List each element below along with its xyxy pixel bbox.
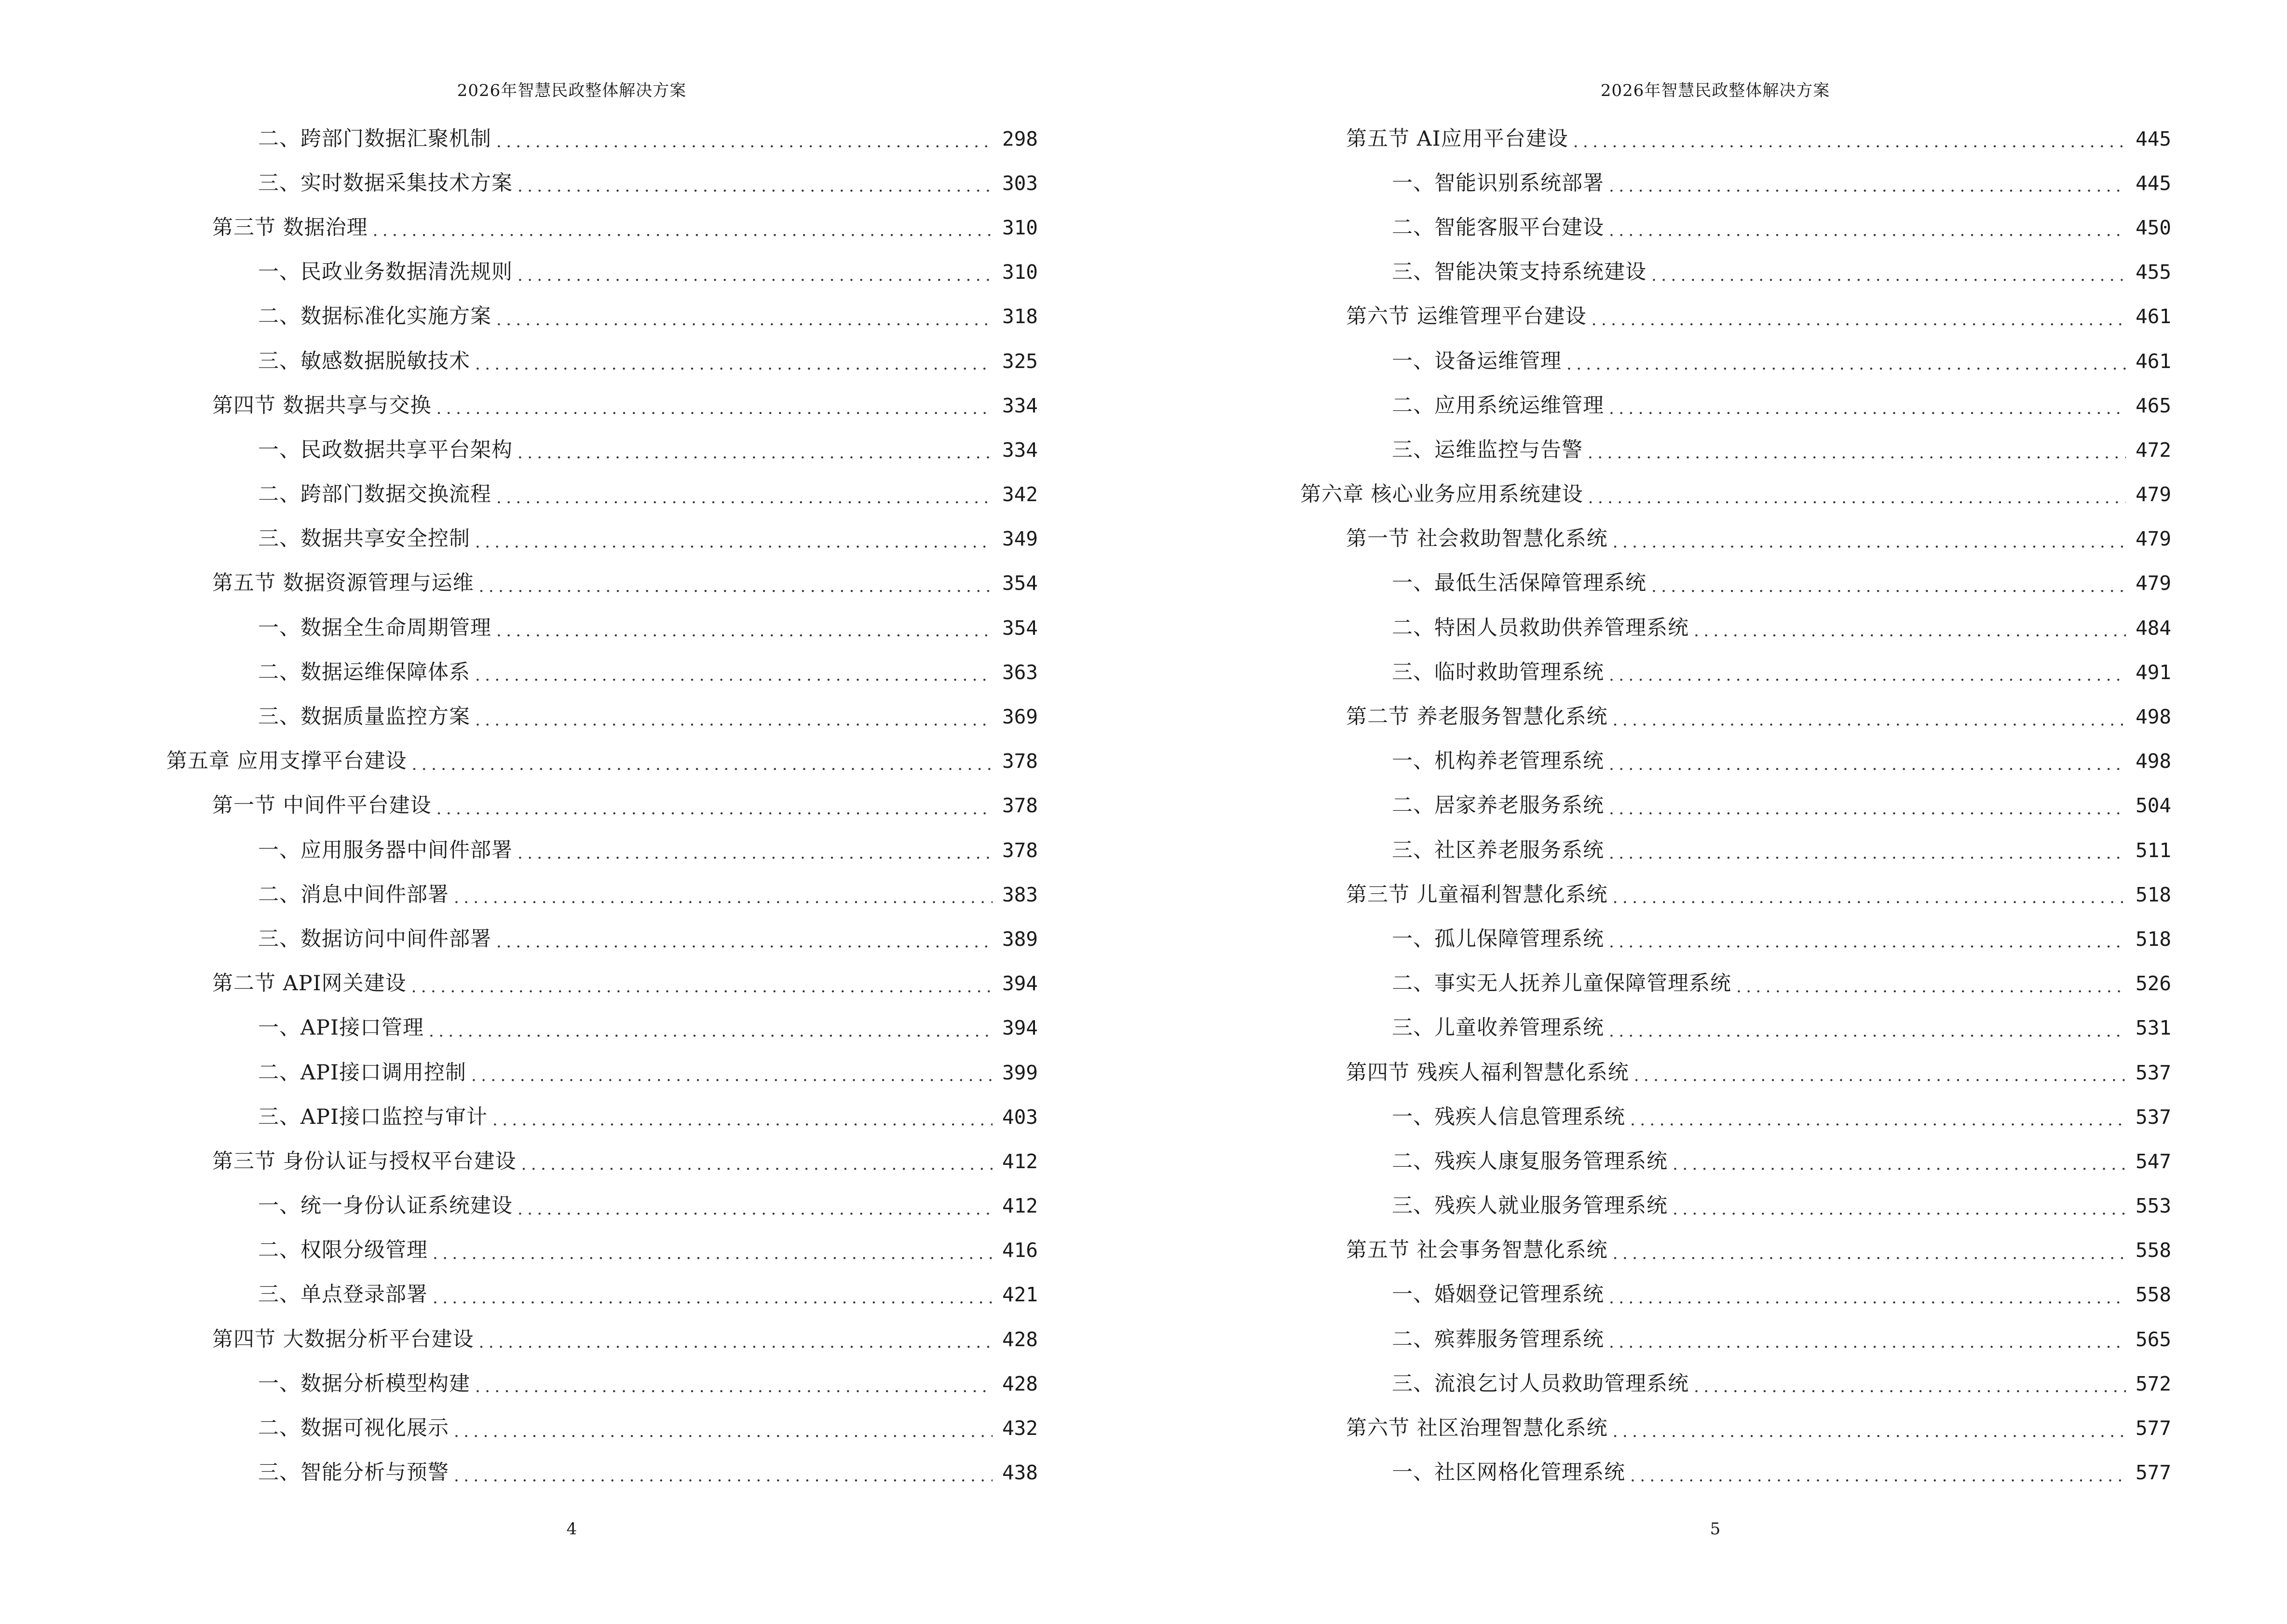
dot-leader (1613, 1423, 2126, 1440)
toc-entry[interactable] (1144, 1273, 2171, 1317)
toc-entry-page: 334 (1002, 438, 1038, 462)
toc-entry-title: 一、孤儿保障管理系统 (1392, 927, 1604, 951)
dot-leader (1613, 889, 2126, 906)
toc-entry-page: 421 (1002, 1283, 1038, 1307)
toc-entry[interactable] (1144, 383, 2171, 428)
dot-leader (433, 1290, 993, 1306)
dot-leader (1588, 445, 2126, 461)
toc-entry-title: 一、婚姻登记管理系统 (1392, 1283, 1604, 1307)
toc-entry-page: 416 (1002, 1239, 1038, 1262)
toc-entry-page: 465 (2135, 394, 2171, 417)
dot-leader (479, 578, 993, 595)
dot-leader (1694, 1378, 2126, 1395)
toc-entry-page: 498 (2135, 750, 2171, 773)
toc-entry[interactable] (0, 1051, 1038, 1095)
toc-entry[interactable] (1144, 473, 2171, 517)
dot-leader (517, 178, 993, 194)
toc-entry-page: 572 (2135, 1372, 2171, 1395)
toc-entry-page: 318 (1002, 305, 1038, 328)
dot-leader (1609, 1334, 2126, 1351)
dot-leader (1609, 801, 2126, 817)
toc-entry-title: 第三节 儿童福利智慧化系统 (1346, 882, 1608, 907)
toc-entry-page: 461 (2135, 305, 2171, 328)
toc-entry-page: 438 (1002, 1461, 1038, 1485)
toc-entry-title: 二、智能客服平台建设 (1392, 215, 1604, 240)
toc-entry-title: 第六节 运维管理平台建设 (1346, 304, 1587, 329)
toc-entry-page: 325 (1002, 349, 1038, 373)
toc-entry-title: 一、统一身份认证系统建设 (258, 1194, 513, 1218)
toc-entry-title: 第二节 养老服务智慧化系统 (1346, 705, 1608, 729)
running-header: 2026年智慧民政整体解决方案 (1600, 81, 1830, 100)
dot-leader (521, 1156, 993, 1173)
dot-leader (1592, 312, 2126, 328)
toc-entry-page: 349 (1002, 527, 1038, 551)
toc-entry-title: 第一节 社会救助智慧化系统 (1346, 527, 1608, 551)
toc-entry[interactable] (1144, 1451, 2171, 1495)
dot-leader (517, 845, 993, 861)
toc-entry[interactable] (0, 1184, 1038, 1228)
toc-entry[interactable] (1144, 784, 2171, 828)
toc-entry-title: 第五节 社会事务智慧化系统 (1346, 1238, 1608, 1263)
dot-leader (1573, 134, 2126, 150)
dot-leader (479, 1334, 993, 1351)
toc-entry-title: 三、数据共享安全控制 (258, 527, 470, 551)
toc-entry-title: 一、残疾人信息管理系统 (1392, 1105, 1625, 1129)
toc-entry-title: 一、应用服务器中间件部署 (258, 838, 513, 862)
toc-entry[interactable] (0, 650, 1038, 695)
toc-entry-page: 354 (1002, 616, 1038, 640)
toc-entry-title: 一、API接口管理 (258, 1016, 424, 1040)
toc-entry-page: 412 (1002, 1149, 1038, 1173)
dot-leader (411, 979, 993, 995)
toc-entry-title: 三、智能决策支持系统建设 (1392, 260, 1647, 285)
dot-leader (1630, 1468, 2126, 1484)
toc-entry[interactable] (0, 1139, 1038, 1184)
toc-entry-page: 303 (1002, 171, 1038, 195)
toc-entry[interactable] (0, 517, 1038, 561)
toc-entry-title: 一、民政业务数据清洗规则 (258, 260, 513, 285)
dot-leader (475, 356, 993, 372)
toc-entry-page: 479 (2135, 483, 2171, 506)
toc-entry-page: 378 (1002, 838, 1038, 862)
toc-entry-page: 553 (2135, 1194, 2171, 1218)
page-number: 4 (566, 1519, 577, 1539)
dot-leader (1651, 267, 2126, 284)
dot-leader (1609, 222, 2126, 239)
toc-entry-title: 第五节 AI应用平台建设 (1346, 126, 1568, 151)
toc-entry-title: 第三节 身份认证与授权平台建设 (212, 1149, 517, 1174)
toc-entry[interactable] (1144, 739, 2171, 784)
toc-entry[interactable] (0, 117, 1038, 161)
toc-entry[interactable] (1144, 1362, 2171, 1406)
dot-leader (1609, 934, 2126, 950)
toc-entry-page: 479 (2135, 527, 2171, 551)
toc-entry-page: 432 (1002, 1417, 1038, 1440)
toc-entry[interactable] (0, 1228, 1038, 1273)
toc-entry-title: 一、数据分析模型构建 (258, 1371, 470, 1396)
toc-entry[interactable] (1144, 428, 2171, 472)
toc-entry-title: 第一节 中间件平台建设 (212, 793, 432, 818)
toc-entry[interactable] (0, 205, 1038, 250)
toc-entry[interactable] (1144, 917, 2171, 961)
toc-entry-title: 第五章 应用支撑平台建设 (166, 749, 407, 774)
toc-entry-title: 二、跨部门数据交换流程 (258, 482, 491, 507)
toc-entry[interactable] (1144, 161, 2171, 205)
toc-entry[interactable] (0, 383, 1038, 428)
dot-leader (436, 801, 993, 817)
toc-entry-page: 310 (1002, 216, 1038, 239)
toc-entry-title: 三、流浪乞讨人员救助管理系统 (1392, 1371, 1689, 1396)
dot-leader (1613, 1245, 2126, 1262)
toc-entry[interactable] (0, 873, 1038, 917)
toc-entry[interactable] (1144, 205, 2171, 250)
toc-entry[interactable] (0, 917, 1038, 961)
right-page (1144, 0, 2287, 1624)
toc-entry[interactable] (0, 473, 1038, 517)
toc-entry-title: 第六章 核心业务应用系统建设 (1300, 482, 1583, 507)
toc-entry-title: 一、最低生活保障管理系统 (1392, 571, 1647, 596)
toc-entry-title: 二、API接口调用控制 (258, 1060, 466, 1085)
toc-entry[interactable] (0, 1451, 1038, 1495)
toc-entry-title: 一、数据全生命周期管理 (258, 615, 491, 640)
toc-entry-title: 第六节 社区治理智慧化系统 (1346, 1416, 1608, 1441)
dot-leader (1673, 1156, 2126, 1173)
toc-entry[interactable] (0, 161, 1038, 205)
toc-entry-title: 二、跨部门数据汇聚机制 (258, 126, 491, 151)
toc-entry-page: 537 (2135, 1061, 2171, 1084)
dot-leader (475, 667, 993, 683)
dot-leader (1609, 1023, 2126, 1039)
dot-leader (1566, 356, 2126, 372)
dot-leader (436, 400, 993, 417)
toc-entry-page: 378 (1002, 750, 1038, 773)
dot-leader (1609, 400, 2126, 417)
toc-entry-title: 三、智能分析与预警 (258, 1460, 449, 1485)
dot-leader (412, 756, 993, 773)
toc-entry[interactable] (0, 1273, 1038, 1317)
toc-entry-title: 第三节 数据治理 (212, 215, 368, 240)
dot-leader (475, 534, 993, 550)
toc-entry-page: 484 (2135, 616, 2171, 640)
toc-entry-title: 一、机构养老管理系统 (1392, 749, 1604, 774)
dot-leader (475, 712, 993, 728)
toc-entry-page: 394 (1002, 1016, 1038, 1040)
toc-entry-page: 445 (2135, 127, 2171, 150)
toc-entry[interactable] (1144, 962, 2171, 1006)
toc-entry-title: 二、应用系统运维管理 (1392, 393, 1604, 418)
toc-entry[interactable] (1144, 561, 2171, 606)
toc-entry-title: 第五节 数据资源管理与运维 (212, 571, 474, 596)
toc-entry-page: 354 (1002, 572, 1038, 595)
toc-entry-title: 三、实时数据采集技术方案 (258, 171, 513, 195)
toc-entry-title: 二、数据标准化实施方案 (258, 304, 491, 329)
toc-entry-page: 518 (2135, 927, 2171, 951)
toc-entry-page: 498 (2135, 705, 2171, 729)
dot-leader (433, 1245, 993, 1262)
dot-leader (496, 134, 993, 150)
dot-leader (429, 1023, 993, 1039)
toc-entry-title: 二、居家养老服务系统 (1392, 793, 1604, 818)
dot-leader (1609, 667, 2126, 683)
dot-leader (517, 445, 993, 461)
toc-entry-title: 一、设备运维管理 (1392, 349, 1562, 373)
dot-leader (492, 1112, 993, 1128)
toc-entry-title: 二、殡葬服务管理系统 (1392, 1327, 1604, 1351)
toc-entry-title: 三、临时救助管理系统 (1392, 660, 1604, 684)
toc-entry-title: 二、残疾人康复服务管理系统 (1392, 1149, 1668, 1174)
toc-entry[interactable] (1144, 1006, 2171, 1051)
running-header: 2026年智慧民政整体解决方案 (457, 81, 687, 100)
toc-entry-title: 三、数据质量监控方案 (258, 705, 470, 729)
dot-leader (454, 1423, 993, 1440)
toc-entry-title: 二、事实无人抚养儿童保障管理系统 (1392, 971, 1731, 996)
toc-entry-title: 三、敏感数据脱敏技术 (258, 349, 470, 373)
toc-entry-title: 三、API接口监控与审计 (258, 1105, 488, 1129)
toc-entry[interactable] (0, 739, 1038, 784)
toc-entry[interactable] (0, 784, 1038, 828)
dot-leader (496, 490, 993, 506)
toc-entry[interactable] (0, 250, 1038, 295)
toc-entry-page: 547 (2135, 1149, 2171, 1173)
toc-entry-page: 491 (2135, 660, 2171, 684)
dot-leader (475, 1378, 993, 1395)
toc-entry-page: 369 (1002, 705, 1038, 729)
toc-entry-page: 428 (1002, 1327, 1038, 1351)
toc-entry-page: 394 (1002, 972, 1038, 996)
toc-entry[interactable] (0, 695, 1038, 739)
toc-entry-page: 504 (2135, 794, 2171, 818)
dot-leader (1609, 756, 2126, 773)
table-of-contents (0, 117, 1038, 1495)
dot-leader (1651, 578, 2126, 595)
dot-leader (1613, 534, 2126, 550)
toc-entry[interactable] (1144, 606, 2171, 650)
toc-entry-page: 363 (1002, 660, 1038, 684)
toc-entry[interactable] (1144, 1139, 2171, 1184)
toc-entry[interactable] (0, 561, 1038, 606)
toc-entry[interactable] (1144, 1184, 2171, 1228)
page-number: 5 (1710, 1519, 1721, 1539)
toc-entry-page: 450 (2135, 216, 2171, 239)
toc-entry-title: 三、运维监控与告警 (1392, 437, 1583, 462)
dot-leader (517, 1201, 993, 1217)
toc-entry[interactable] (1144, 517, 2171, 561)
toc-entry[interactable] (1144, 339, 2171, 383)
toc-entry[interactable] (0, 295, 1038, 339)
toc-entry-page: 565 (2135, 1327, 2171, 1351)
toc-entry[interactable] (1144, 1317, 2171, 1362)
toc-entry-page: 558 (2135, 1239, 2171, 1262)
toc-entry-page: 479 (2135, 572, 2171, 595)
dot-leader (517, 267, 993, 284)
dot-leader (1736, 979, 2126, 995)
toc-entry[interactable] (1144, 695, 2171, 739)
toc-entry-page: 531 (2135, 1016, 2171, 1040)
toc-entry-title: 三、数据访问中间件部署 (258, 927, 491, 951)
toc-entry-page: 577 (2135, 1461, 2171, 1485)
toc-entry-title: 第二节 API网关建设 (212, 971, 407, 996)
toc-entry[interactable] (0, 828, 1038, 873)
toc-entry[interactable] (1144, 1228, 2171, 1273)
toc-entry-page: 455 (2135, 260, 2171, 284)
toc-entry-page: 461 (2135, 349, 2171, 373)
toc-entry[interactable] (1144, 1095, 2171, 1139)
toc-entry[interactable] (0, 1406, 1038, 1450)
toc-entry-page: 511 (2135, 838, 2171, 862)
toc-entry[interactable] (0, 339, 1038, 383)
toc-entry[interactable] (1144, 650, 2171, 695)
dot-leader (496, 312, 993, 328)
dot-leader (373, 222, 993, 239)
toc-entry-page: 518 (2135, 883, 2171, 906)
dot-leader (454, 889, 993, 906)
toc-entry[interactable] (0, 1317, 1038, 1362)
toc-entry-title: 三、单点登录部署 (258, 1283, 428, 1307)
toc-entry[interactable] (1144, 873, 2171, 917)
toc-entry-title: 三、儿童收养管理系统 (1392, 1016, 1604, 1040)
dot-leader (1609, 1290, 2126, 1306)
toc-entry-title: 第四节 残疾人福利智慧化系统 (1346, 1060, 1629, 1085)
toc-entry-page: 558 (2135, 1283, 2171, 1307)
toc-entry-page: 389 (1002, 927, 1038, 951)
dot-leader (496, 934, 993, 950)
toc-entry-page: 577 (2135, 1417, 2171, 1440)
dot-leader (1694, 623, 2126, 639)
dot-leader (1613, 712, 2126, 728)
toc-entry-page: 378 (1002, 794, 1038, 818)
toc-entry-page: 298 (1002, 127, 1038, 150)
toc-entry-page: 383 (1002, 883, 1038, 906)
toc-entry[interactable] (1144, 828, 2171, 873)
toc-entry-title: 二、特困人员救助供养管理系统 (1392, 615, 1689, 640)
dot-leader (454, 1468, 993, 1484)
toc-entry-page: 537 (2135, 1105, 2171, 1129)
toc-entry-page: 428 (1002, 1372, 1038, 1395)
toc-entry-title: 二、数据可视化展示 (258, 1416, 449, 1441)
toc-entry[interactable] (0, 428, 1038, 472)
dot-leader (1609, 178, 2126, 194)
toc-entry-page: 310 (1002, 260, 1038, 284)
toc-entry[interactable] (1144, 295, 2171, 339)
toc-entry-title: 一、社区网格化管理系统 (1392, 1460, 1625, 1485)
dot-leader (471, 1067, 993, 1084)
toc-entry[interactable] (0, 1095, 1038, 1139)
toc-entry-page: 412 (1002, 1194, 1038, 1218)
toc-entry[interactable] (0, 606, 1038, 650)
toc-entry[interactable] (1144, 117, 2171, 161)
toc-entry-page: 342 (1002, 483, 1038, 506)
toc-entry-title: 第四节 数据共享与交换 (212, 393, 432, 418)
dot-leader (1588, 490, 2126, 506)
toc-entry-title: 二、消息中间件部署 (258, 882, 449, 907)
toc-entry-page: 403 (1002, 1105, 1038, 1129)
toc-entry-title: 二、数据运维保障体系 (258, 660, 470, 684)
toc-entry[interactable] (0, 962, 1038, 1006)
toc-entry[interactable] (1144, 1406, 2171, 1450)
toc-entry-title: 一、民政数据共享平台架构 (258, 437, 513, 462)
dot-leader (496, 623, 993, 639)
toc-entry-title: 三、社区养老服务系统 (1392, 838, 1604, 862)
toc-entry-page: 526 (2135, 972, 2171, 996)
toc-entry-page: 399 (1002, 1061, 1038, 1084)
table-of-contents (1144, 117, 2171, 1495)
toc-entry-page: 334 (1002, 394, 1038, 417)
toc-entry-page: 445 (2135, 171, 2171, 195)
dot-leader (1630, 1112, 2126, 1128)
toc-entry[interactable] (1144, 1051, 2171, 1095)
toc-entry-title: 一、智能识别系统部署 (1392, 171, 1604, 195)
dot-leader (1673, 1201, 2126, 1217)
toc-entry-title: 三、残疾人就业服务管理系统 (1392, 1194, 1668, 1218)
toc-entry[interactable] (0, 1006, 1038, 1051)
toc-entry-title: 二、权限分级管理 (258, 1238, 428, 1263)
toc-entry-title: 第四节 大数据分析平台建设 (212, 1327, 474, 1351)
toc-entry-page: 472 (2135, 438, 2171, 462)
dot-leader (1609, 845, 2126, 861)
toc-entry[interactable] (1144, 250, 2171, 295)
toc-entry[interactable] (0, 1362, 1038, 1406)
dot-leader (1634, 1067, 2126, 1084)
